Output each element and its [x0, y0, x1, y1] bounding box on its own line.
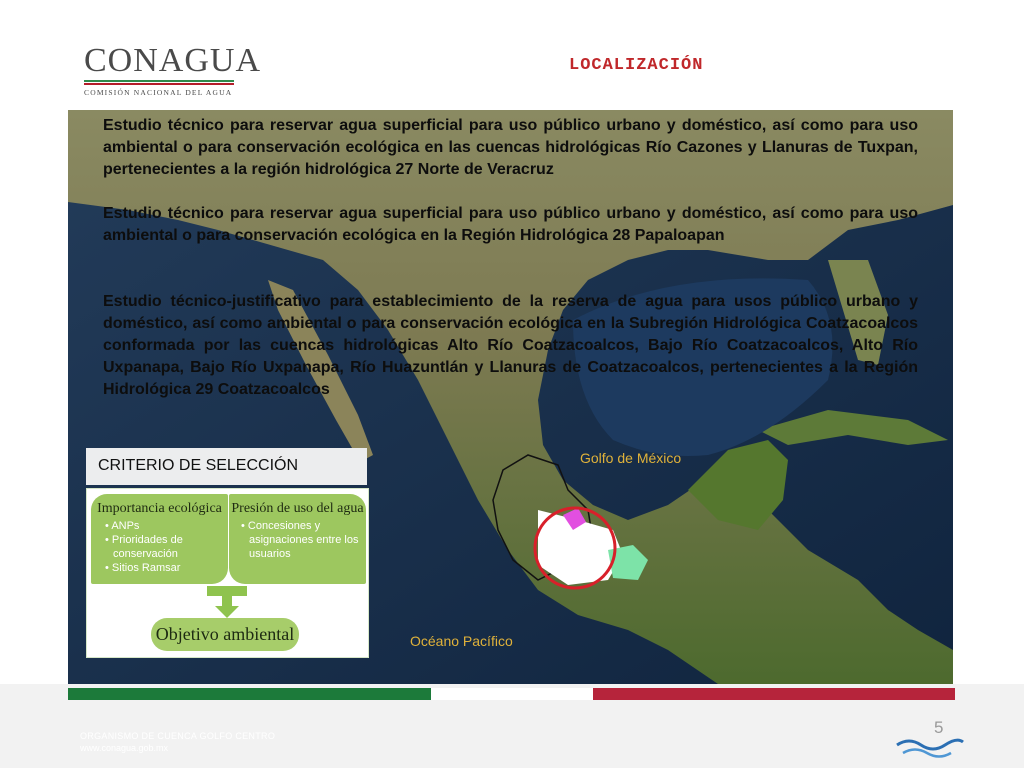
logo-wordmark: CONAGUA — [84, 42, 261, 79]
criteria-heading-box — [86, 448, 367, 485]
environmental-objective-box — [151, 618, 299, 651]
pacific-ocean-label: Océano Pacífico — [410, 633, 513, 649]
water-pressure-title: Presión de uso del agua — [231, 501, 364, 516]
study-paragraph-1: Estudio técnico para reservar agua superficial para uso público urbano y doméstico, así como para uso ambiental o para conservación ecológica en las cuencas hidrológicas Río Cazones y Llanuras de Tuxpan, pertenecientes a la región hidrológica 27 Norte de Veracruz — [103, 117, 918, 178]
page-title: LOCALIZACIÓN — [569, 56, 704, 75]
criteria-diagram — [86, 488, 369, 658]
connector-vertical — [222, 586, 232, 608]
footer-url: www.conagua.gob.mx — [80, 743, 169, 753]
environmental-objective-label: Objetivo ambiental — [155, 624, 295, 644]
study-paragraph-2: Estudio técnico para reservar agua superficial para uso público urbano y doméstico, así como para uso ambiental o para conservación ecológica en la Región Hidrológica 28 Papaloapan — [103, 205, 918, 244]
flag-stripe-green — [68, 688, 431, 700]
criteria-heading: CRITERIO DE SELECCIÓN — [98, 457, 299, 474]
wave-logo-icon — [895, 736, 965, 758]
study-paragraph-3: Estudio técnico-justificativo para establecimiento de la reserva de agua para usos público urbano y doméstico, así como ambiental o para conservación ecológica en la Subregión Hidrológica Coatzacoalcos conformada por las cuencas hidrológicas Alto Río Coatzacoalcos, Bajo Río Coatzacoalcos, Alto Río Uxpanapa, Bajo Río Uxpanapa, Río Huazuntlán y Llanuras de Coatzacoalcos, pertenecientes a la Región Hidrológica 29 Coatzacoalcos — [103, 293, 918, 398]
water-pressure-list — [241, 519, 366, 561]
footer-organization: ORGANISMO DE CUENCA GOLFO CENTRO — [80, 731, 276, 741]
page-number: 5 — [934, 718, 944, 737]
logo-green-rule — [84, 80, 234, 82]
water-pressure-box — [229, 494, 366, 584]
gulf-of-mexico-label: Golfo de México — [580, 450, 682, 466]
logo-red-rule — [84, 83, 234, 85]
ecological-importance-title: Importancia ecológica — [97, 501, 222, 516]
pressure-item-concessions: • Concesiones y asignaciones entre los usuarios — [241, 520, 359, 560]
importance-item-anps: • ANPs — [105, 520, 140, 532]
conagua-logo — [84, 42, 261, 97]
importance-item-ramsar: • Sitios Ramsar — [105, 562, 181, 574]
logo-subtext: COMISIÓN NACIONAL DEL AGUA — [84, 88, 233, 97]
ecological-importance-box — [91, 494, 228, 584]
ecological-importance-list — [105, 519, 228, 575]
flag-stripe-red — [593, 688, 955, 700]
arrow-down-icon — [215, 606, 239, 618]
importance-item-priorities: • Prioridades de conservación — [105, 534, 183, 560]
flag-stripe-white — [431, 688, 593, 700]
